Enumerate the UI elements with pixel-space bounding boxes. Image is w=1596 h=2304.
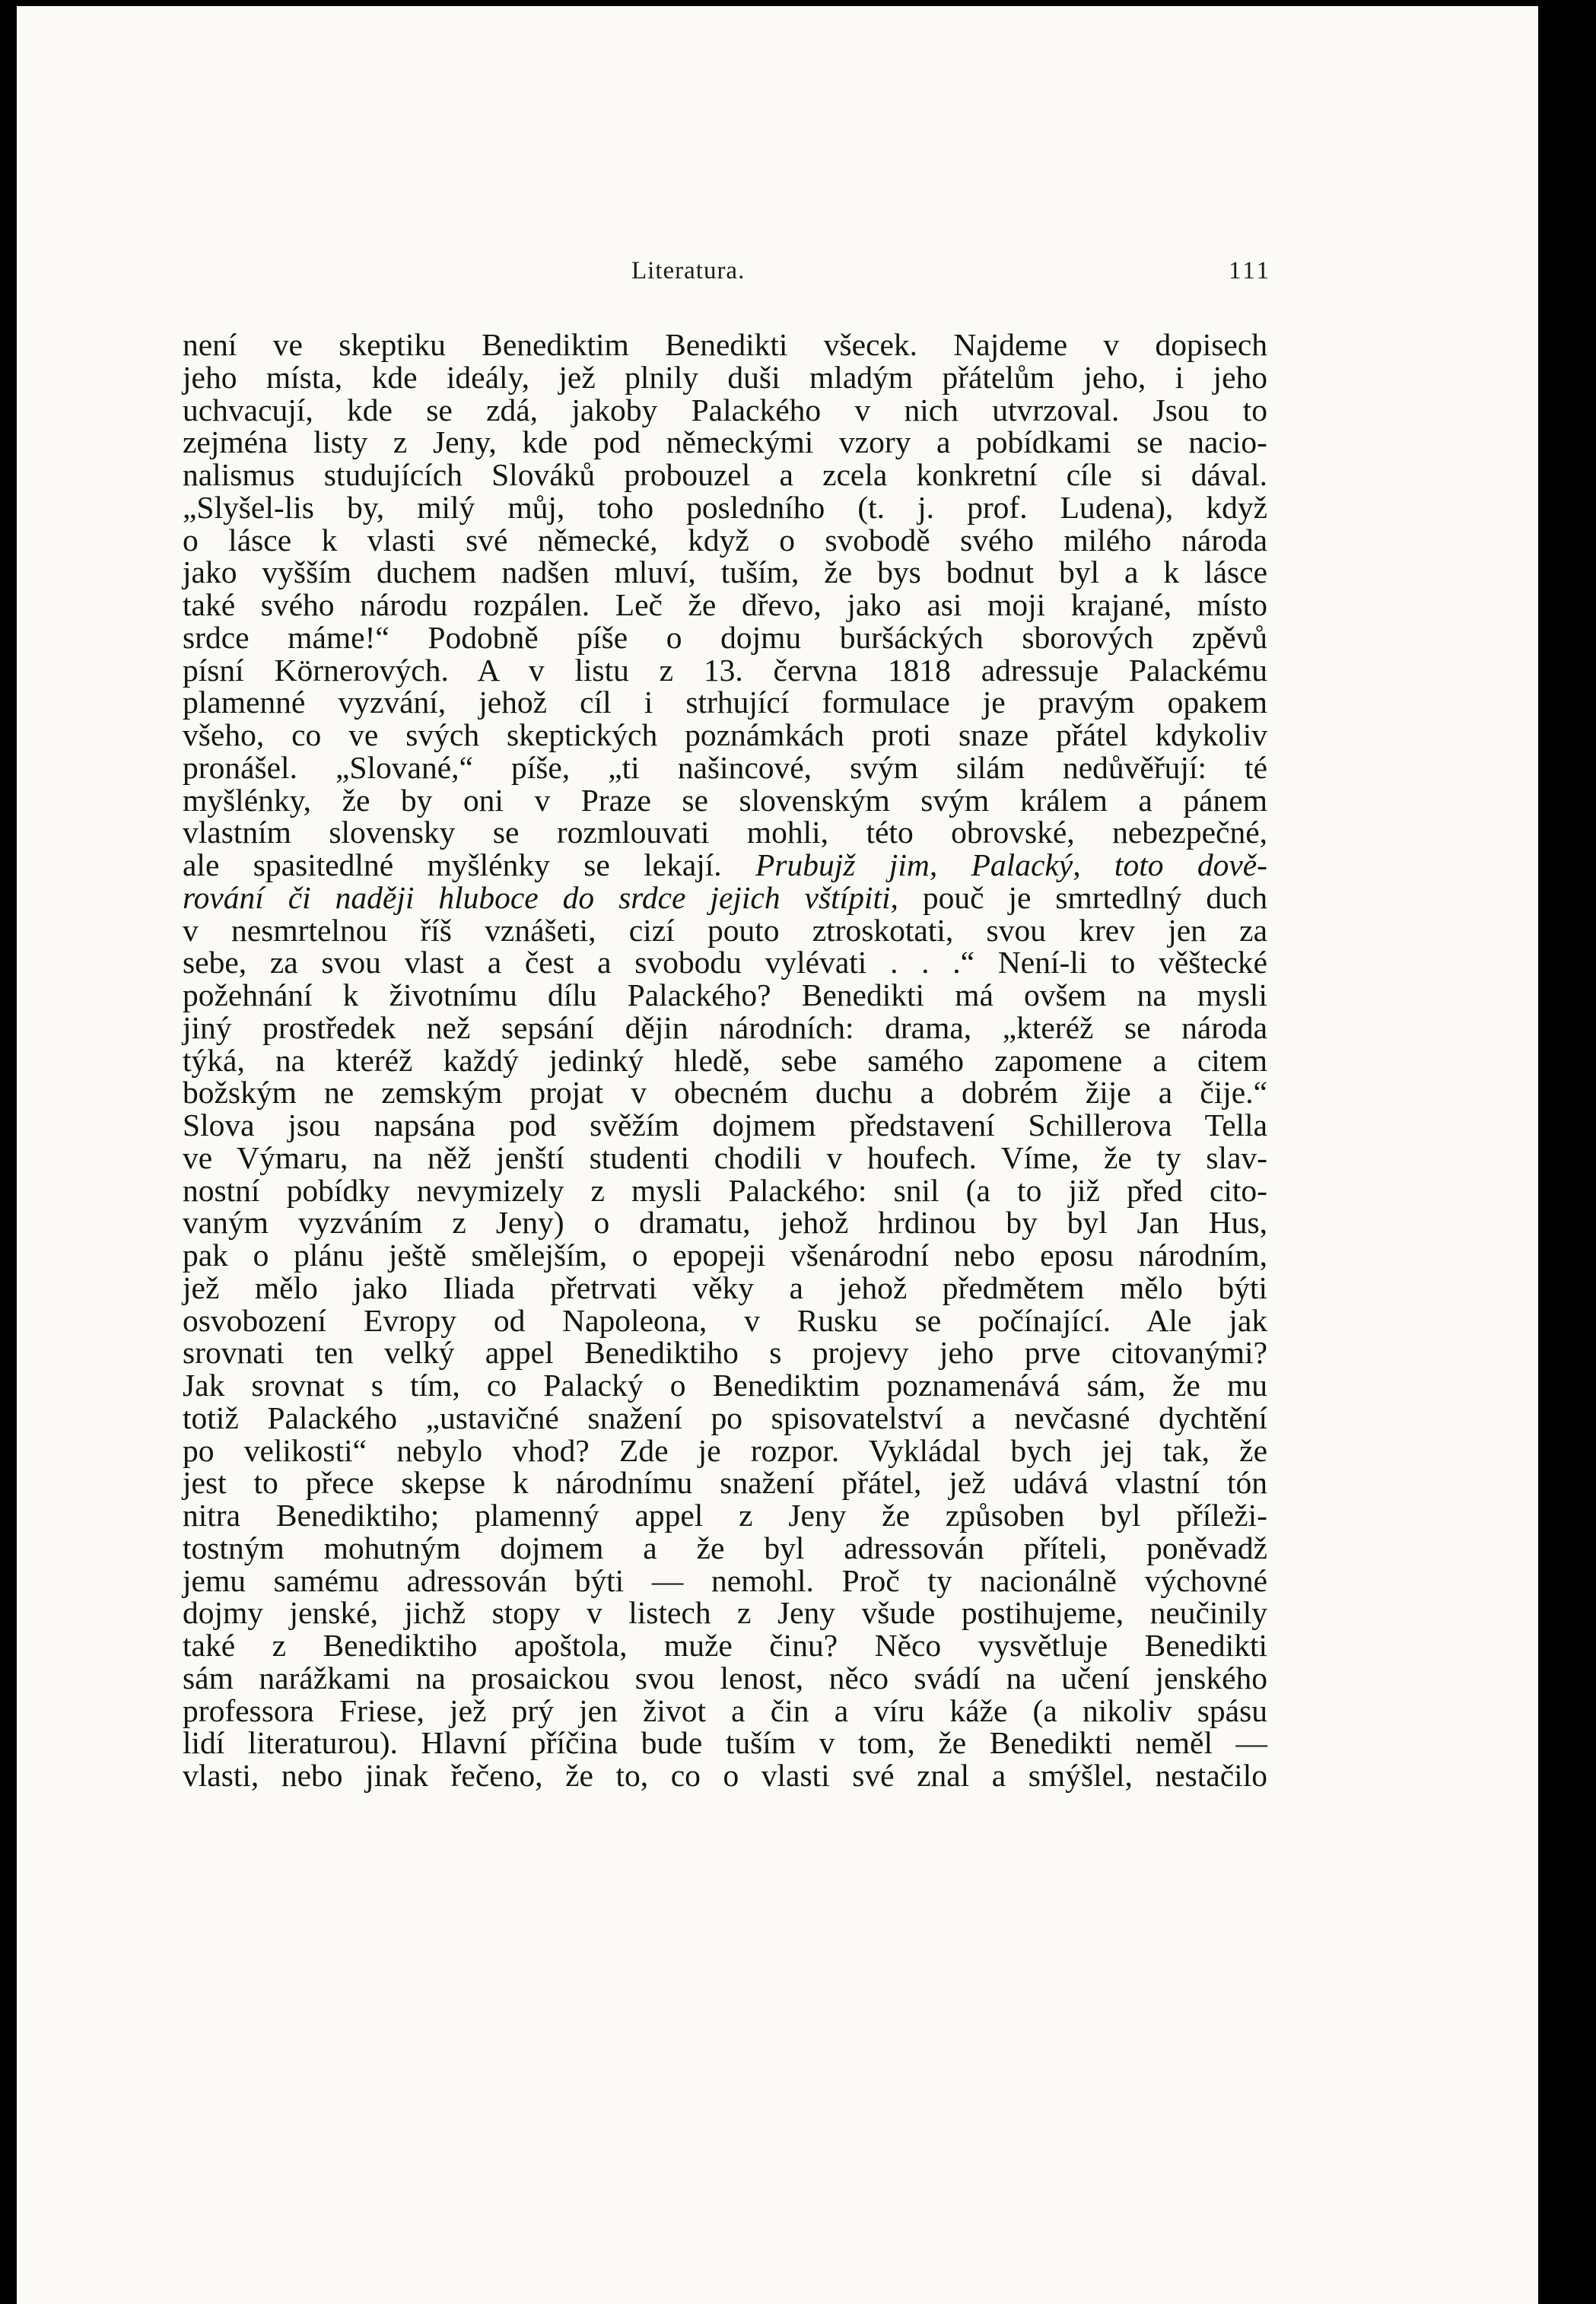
text-line: po velikosti“ nebylo vhod? Zde je rozpor. Vykládal bych jej tak, že (183, 1432, 1267, 1468)
text-line: všeho, co ve svých skeptických poznámkách proti snaze přátel kdykoliv (183, 717, 1267, 752)
book-page (17, 6, 1538, 2304)
text-line-mixed (183, 849, 1267, 882)
text-line: není ve skeptiku Benediktim Benedikti všecek. Najdeme v dopisech (183, 327, 1267, 362)
text-line-mixed (183, 879, 1267, 915)
text-fragment: pouč je smrtedlný duch (922, 879, 1267, 915)
text-line: sám narážkami na prosaickou svou lenost, něco svádí na učení jenského (183, 1660, 1267, 1695)
text-line: zejména listy z Jeny, kde pod německými vzory a pobídkami se nacio- (183, 424, 1267, 460)
text-line: v nesmrtelnou říš vznášeti, cizí pouto ztroskotati, svou krev jen za (183, 912, 1267, 948)
text-line: Jak srovnat s tím, co Palacký o Benediktim poznamenává sám, že mu (183, 1368, 1267, 1403)
text-line: ve Výmaru, na něž jenští studenti chodili v houfech. Víme, že ty slav- (183, 1139, 1267, 1175)
text-line: srovnati ten velký appel Benediktiho s projevy jeho prve citovanými? (183, 1335, 1267, 1371)
text-line: srdce máme!“ Podobně píše o dojmu buršáckých sborových zpěvů (183, 619, 1267, 655)
text-line: božským ne zemským projat v obecném duchu a dobrém žije a čije.“ (183, 1075, 1267, 1111)
text-fragment: ale spasitedlné myšlénky se lekají. (183, 847, 722, 882)
text-line: nostní pobídky nevymizely z mysli Palackého: snil (a to již před cito- (183, 1172, 1267, 1208)
body-text (183, 329, 1267, 1792)
text-line: plamenné vyzvání, jehož cíl i strhující formulace je pravým opakem (183, 685, 1267, 720)
text-line: jemu samému adressován býti — nemohl. Proč ty nacionálně výchovné (183, 1562, 1267, 1598)
text-line: písní Körnerových. A v listu z 13. června 1818 adressuje Palackému (183, 652, 1267, 688)
text-line: také svého národu rozpálen. Leč že dřevo, jako asi moji krajané, místo (183, 587, 1267, 622)
text-line: nalismus studujících Slováků probouzel a zcela konkretní cíle si dával. (183, 457, 1267, 492)
page-number: 111 (1229, 257, 1272, 284)
page-header (17, 257, 1538, 295)
text-line: osvobození Evropy od Napoleona, v Rusku se počínající. Ale jak (183, 1302, 1267, 1338)
text-line: jiný prostředek než sepsání dějin národních: drama, „kteréž se národa (183, 1009, 1267, 1045)
text-line: professora Friese, jež prý jen život a čin a víru káže (a nikoliv spásu (183, 1692, 1267, 1728)
text-line: jest to přece skepse k národnímu snažení přátel, jež udává vlastní tón (183, 1465, 1267, 1501)
text-line: také z Benediktiho apoštola, muže činu? Něco vysvětluje Benedikti (183, 1628, 1267, 1663)
text-line: dojmy jenské, jichž stopy v listech z Jeny všude postihujeme, neučinily (183, 1595, 1267, 1631)
text-line: totiž Palackého „ustavičné snažení po spisovatelství a nevčasné dychtění (183, 1400, 1267, 1435)
text-line: týká, na kteréž každý jedinký hledě, sebe samého zapomene a citem (183, 1042, 1267, 1078)
text-line: Slova jsou napsána pod svěžím dojmem představení Schillerova Tella (183, 1108, 1267, 1142)
text-line: požehnání k životnímu dílu Palackého? Benedikti má ovšem na mysli (183, 977, 1267, 1012)
text-line: vlastním slovensky se rozmlouvati mohli, této obrovské, nebezpečné, (183, 815, 1267, 850)
text-line: pronášel. „Slované,“ píše, „ti našincové, svým silám nedůvěřují: té (183, 749, 1267, 785)
text-line: tostným mohutným dojmem a že byl adressován příteli, poněvadž (183, 1530, 1267, 1565)
text-line: lidí literaturou). Hlavní příčina bude tuším v tom, že Benedikti neměl — (183, 1725, 1267, 1761)
text-line: jež mělo jako Iliada přetrvati věky a jehož předmětem mělo býti (183, 1270, 1267, 1305)
text-line: o lásce k vlasti své německé, když o svobodě svého milého národa (183, 522, 1267, 558)
text-line: jeho místa, kde ideály, jež plnily duši mladým přátelům jeho, i jeho (183, 359, 1267, 395)
text-line: jako vyšším duchem nadšen mluví, tuším, že bys bodnut byl a k lásce (183, 555, 1267, 590)
italic-quote: Prubujž jim, Palacký, toto dově- (755, 847, 1267, 882)
text-line: sebe, za svou vlast a čest a svobodu vylévati . . .“ Není-li to věštecké (183, 945, 1267, 980)
text-line: uchvacují, kde se zdá, jakoby Palackého v nich utvrzoval. Jsou to (183, 392, 1267, 427)
text-line: pak o plánu ještě smělejším, o epopeji všenárodní nebo eposu národním, (183, 1238, 1267, 1273)
text-line: „Slyšel-lis by, milý můj, toho posledního (t. j. prof. Ludena), když (183, 489, 1267, 525)
italic-quote: rování či naději hluboce do srdce jejich vštípiti, (183, 879, 898, 915)
text-line: nitra Benediktiho; plamenný appel z Jeny že způsoben byl příleži- (183, 1498, 1267, 1533)
text-line: myšlénky, že by oni v Praze se slovenským svým králem a pánem (183, 782, 1267, 818)
running-title: Literatura. (631, 257, 746, 284)
text-line: vaným vyzváním z Jeny) o dramatu, jehož hrdinou by byl Jan Hus, (183, 1205, 1267, 1241)
text-line: vlasti, nebo jinak řečeno, že to, co o vlasti své znal a smýšlel, nestačilo (183, 1758, 1267, 1793)
